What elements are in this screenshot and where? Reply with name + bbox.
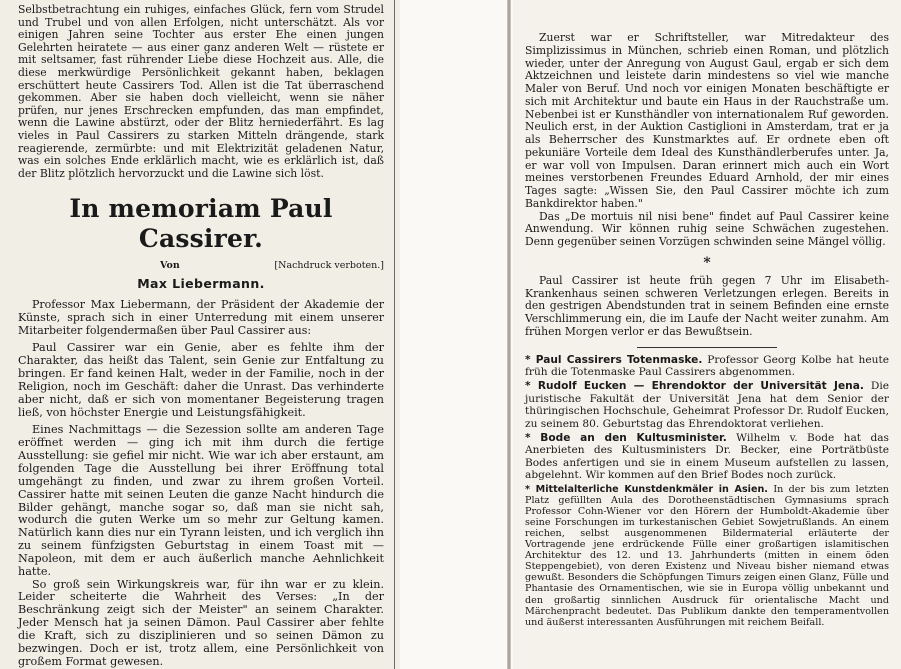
body-paragraph-2: Eines Nachmittags — die Sezession sollte am anderen Tage eröffnet werden — ging ich mit ihm durch die fertige Ausstellung: sie gefiel mir nicht. Wie war ich aber erstaunt, am folgenden Tage die Ausstellung bei ihrer Eröffnung total umgehängt zu finden, und zwar zu ihrem großen Vorteil. Cassirer hatte mit seinen Leuten die ganze Nacht hindurch die Bilder gehängt, manche sogar so, daß man sie nicht sah, wodurch die guten Werke um so mehr zur Geltung kamen. Natürlich kann dies nur ein Tyrann leisten, und ich verglich ihn zu seinem fünfzigsten Geburtstag in einem Toast mit — Napoleon, mit dem er auch äußerlich manche Aehnlichkeit hatte. [18,423,384,578]
brief-item [525,380,889,430]
left-column [0,0,400,669]
page-fold [507,0,511,669]
byline-von: Von [160,260,180,272]
brief-body: Die juristische Fakultät der Universität Jena hat dem Senior der thüringischen Hochschule, Geheimrat Professor Dr. Rudolf Eucken, zu seinem 80. Geburtstag das Ehrendoktorat verliehen. [525,380,890,430]
byline-row [18,260,384,274]
brief-heading: * Bode an den Kultusminister. [525,431,727,444]
page-gutter [400,0,513,669]
column-rule [394,0,395,669]
author-name: Max Liebermann. [137,276,265,292]
body-paragraph-3: So groß sein Wirkungskreis war, für ihn war er zu klein. Leider scheiterte die Wahrheit des Verses: „In der Beschränkung zeigt sich der Meister" an seinem Charakter. Jeder Mensch hat ja seinen Dämon. Paul Cassirer aber fehlte die Kraft, sich zu disziplinieren und so seinen Dämon zu bezwingen. Doch er ist, trotz allem, eine Persönlichkeit von großem Format gewesen. [18,577,384,668]
brief-heading: * Mittelalterliche Kunstdenkmäler in Asien. [525,483,768,495]
brief-item [525,432,889,482]
right-paragraph-1: Zuerst war er Schriftsteller, war Mitredakteur des Simplizissimus in München, schrieb einen Roman, und plötzlich wieder, unter der Anregung von August Gaul, ergab er sich dem Aktzeichnen und leistete darin mindestens so viel wie manche Maler von Beruf. Und noch vor einigen Monaten beschäftigte er sich mit Architektur und baute ein Haus in der Rauchstraße um. Nebenbei ist er Kunsthändler von internationalem Ruf geworden. Neulich erst, in der Auktion Castiglioni in Amsterdam, trat er ja als Beherrscher des Kunstmarktes auf. Er ordnete eben oft pekuniäre Vorteile dem Ideal des Kunsthändlerberufes unter. Ja, er war voll von Impulsen. Daran erinnert mich auch ein Wort meines verstorbenen Freundes Eduard Arnhold, der mir eines Tages sagte: „Wissen Sie, den Paul Cassirer möchte ich zum Bankdirektor haben." [525,31,889,210]
brief-heading: * Rudolf Eucken — Ehrendoktor der Universität Jena. [525,380,864,393]
brief-body: Wilhelm v. Bode hat das Anerbieten des Kultusministers Dr. Becker, eine Porträtbüste Bodes anfertigen und sie in einem Museum aufstellen zu lassen, abgelehnt. Wir kommen auf den Brief Bodes noch zurück. [525,431,889,482]
brief-item [525,354,889,379]
section-divider [637,347,777,348]
body-paragraph-1: Paul Cassirer war ein Genie, aber es fehlte ihm der Charakter, das heißt das Talent, sein Genie zur Entfaltung zu bringen. Er fand keinen Halt, weder in der Familie, noch in der Religion, noch im Geschäft: daher die Unrast. Das verhinderte aber nicht, daß er sich von momentaner Begeisterung tragen ließ, von höchster Energie und Leistungsfähigkeit. [18,341,384,419]
reprint-notice: [Nachdruck verboten.] [274,260,384,272]
brief-heading: * Paul Cassirers Totenmaske. [525,353,703,366]
intro-paragraph: Professor Max Liebermann, der Präsident der Akademie der Künste, sprach sich in einer Unterredung mit einem unserer Mitarbeiter folgendermaßen über Paul Cassirer aus: [18,298,384,337]
right-paragraph-2: Das „De mortuis nil nisi bene" findet auf Paul Cassirer keine Anwendung. Wir können ruhig seine Schwächen zugestehen. Denn gegenüber seinen Vorzügen schwinden seine Mängel völlig. [525,209,889,248]
death-notice-paragraph: Paul Cassirer ist heute früh gegen 7 Uhr im Elisabeth-Krankenhaus seinen schweren Verletzungen erlegen. Bereits in den gestrigen Abendstunden trat in seinem Befinden eine ernste Verschlimmerung ein, die im Laufe der Nacht weiter zunahm. Am frühen Morgen verlor er das Bewußtsein. [525,273,889,338]
brief-body: In der bis zum letzten Platz gefüllten Aula des Dorotheenstädtischen Gymnasiums sprach Professor Cohn-Wiener vor den Hörern der Humboldt-Akademie über seine Forschungen im turkestanischen Gebiet Sowjetrußlands. An einem reichen, selbst ausgenommenen Bildermaterial erläuterte der Vortragende jene erdrückende Fülle einer großartigen islamitischen Architektur des 12. und 13. Jahrhunderts (mitten in einem öden Steppengebiet), von deren Existenz und Niveau bisher niemand etwas gewußt. Besonders die Schöpfungen Timurs zeigen einen Glanz, Fülle und Phantasie des Ornamentischen, wie sie in Europa völlig unbekannt und den großartig sinnlichen Ausdruck für orientalische Macht und Märchenpracht bedeutet. Das Publikum dankte den temperamentvollen und äußerst interessanten Ausführungen mit reichem Beifall. [525,483,889,628]
right-column [513,0,901,669]
brief-item [525,484,889,628]
headline: In memoriam Paul Cassirer. [69,194,333,254]
brief-body: Professor Georg Kolbe hat heute früh die Totenmaske Paul Cassirers abgenommen. [525,353,889,378]
top-paragraph: Selbstbetrachtung ein ruhiges, einfaches Glück, fern vom Strudel und Trubel und von allen Erfolgen, nicht unterschätzt. Als vor einigen Jahren seine Tochter aus erster Ehe einen jungen Gelehrten heiratete — aus einer ganz anderen Welt — rüstete er mit seltsamer, fast rührender Liebe diese Hochzeit aus. Alle, die diese merkwürdige Persönlichkeit gekannt haben, beklagen erschüttert heute Cassirers Tod. Allen ist die Tat überraschend gekommen. Aber sie haben doch vielleicht, wenn sie näher prüfen, nur jenes Erschrecken empfunden, das man empfindet, wenn die Lawine abstürzt, oder der Blitz herniederfährt. Es lag vieles in Paul Cassirers zu starken Mitteln drängende, stark reagierende, zermürbte: und mit Elektrizität geladenen Natur, was ein solches Ende erklärlich macht, wie es erklärlich ist, daß der Blitz plötzlich hervorzuckt und die Lawine sich löst. [18,3,384,180]
section-star: * [703,254,711,271]
